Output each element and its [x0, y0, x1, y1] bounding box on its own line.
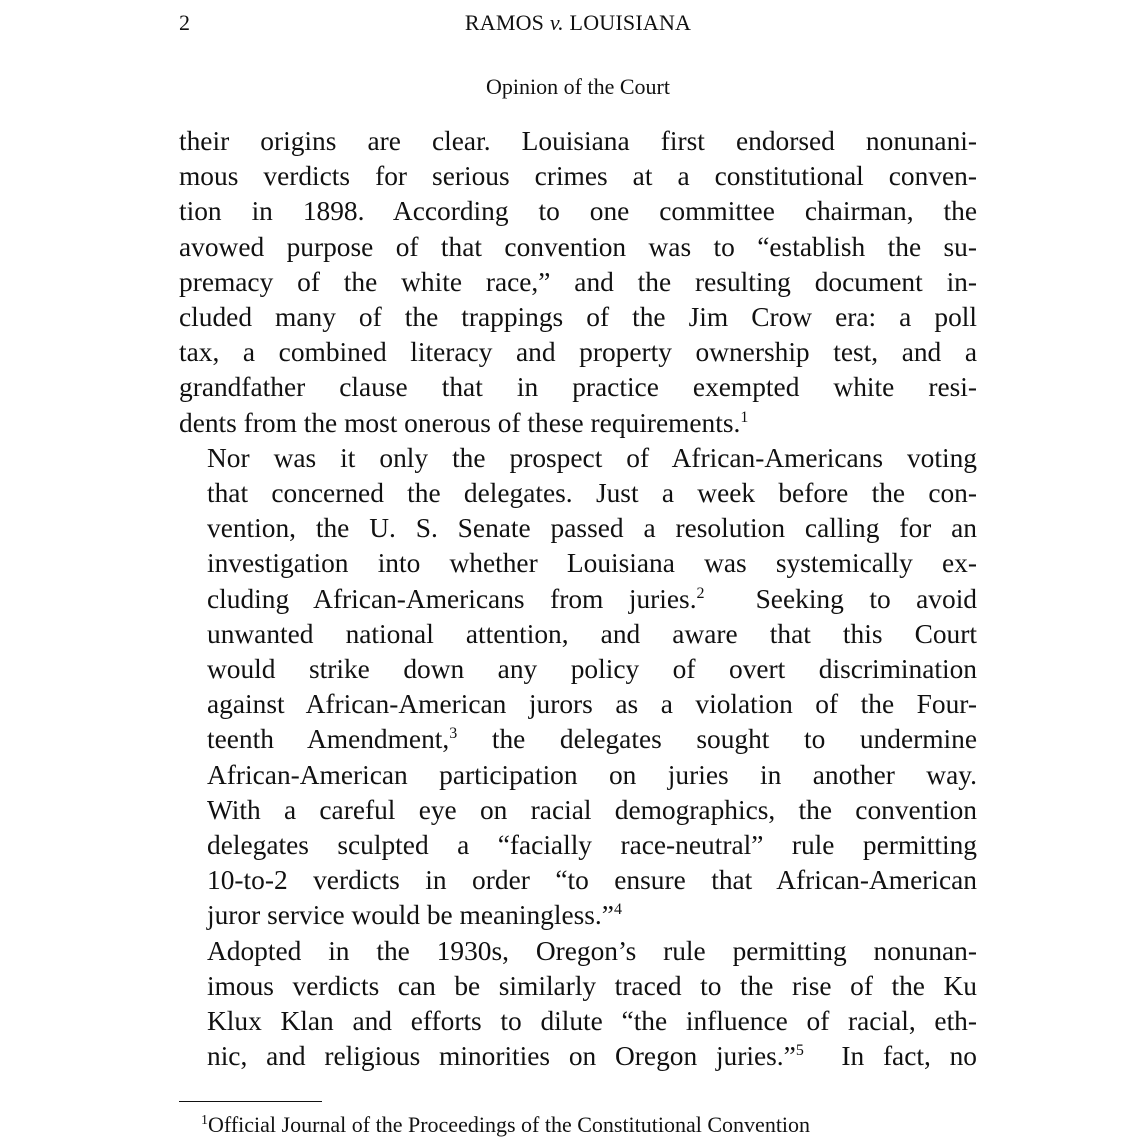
- text-line: delegates sculpted a “facially race-neutral” rule permitting: [207, 830, 977, 861]
- footnote-ref-4[interactable]: 4: [613, 901, 622, 919]
- case-title-part1: RAMOS: [464, 10, 550, 35]
- text-line: cluded many of the trappings of the Jim Crow era: a poll: [179, 302, 977, 333]
- text-segment: cluding African-Americans from juries.: [207, 583, 697, 614]
- text-line: Klux Klan and efforts to dilute “the influence of racial, eth-: [207, 1006, 977, 1037]
- footnote-number: 1: [201, 1113, 208, 1128]
- page-number: 2: [179, 10, 190, 35]
- text-line: [179, 582, 977, 617]
- text-line: 10-to-2 verdicts in order “to ensure that African-American: [207, 865, 977, 896]
- text-line: [179, 898, 977, 933]
- text-line: tax, a combined literacy and property ownership test, and a: [179, 337, 977, 368]
- text-line: unwanted national attention, and aware that this Court: [207, 618, 977, 649]
- paragraph-3: [179, 934, 977, 1075]
- opinion-subheading: Opinion of the Court: [486, 74, 670, 99]
- text-segment: juror service would be meaningless.”: [207, 900, 614, 931]
- text-line: that concerned the delegates. Just a week before the con-: [207, 478, 977, 509]
- text-line: [179, 406, 977, 441]
- text-line: Adopted in the 1930s, Oregon’s rule permitting nonunan-: [207, 935, 977, 966]
- running-header: [179, 10, 977, 42]
- text-line: would strike down any policy of overt discrimination: [207, 654, 977, 685]
- footnote-ref-1[interactable]: 1: [740, 408, 749, 426]
- text-segment: Seeking to avoid: [704, 583, 978, 614]
- footnote-ref-3[interactable]: 3: [449, 725, 458, 743]
- text-line: Nor was it only the prospect of African-Americans voting: [207, 442, 977, 473]
- footnote-ref-2[interactable]: 2: [696, 584, 705, 602]
- footnote-ref-5[interactable]: 5: [795, 1042, 804, 1060]
- text-line: mous verdicts for serious crimes at a constitutional conven-: [179, 161, 977, 192]
- text-line: [179, 722, 977, 757]
- text-line: their origins are clear. Louisiana first endorsed nonunani-: [179, 126, 977, 156]
- text-line: investigation into whether Louisiana was systemically ex-: [207, 548, 977, 579]
- text-line: premacy of the white race,” and the resulting document in-: [179, 266, 977, 297]
- opinion-body: [179, 124, 977, 1074]
- paragraph-2: [179, 441, 977, 934]
- text-segment: dents from the most onerous of these requirements.: [179, 407, 741, 438]
- text-line: against African-American jurors as a violation of the Four-: [207, 689, 977, 720]
- footnote-text: Official Journal of the Proceedings of the Constitutional Convention: [208, 1112, 811, 1137]
- text-line: vention, the U. S. Senate passed a resolution calling for an: [207, 513, 977, 544]
- text-line: [179, 1039, 977, 1074]
- text-segment: In fact, no: [803, 1041, 977, 1072]
- text-line: imous verdicts can be similarly traced to the rise of the Ku: [207, 970, 977, 1001]
- text-line: tion in 1898. According to one committee chairman, the: [179, 196, 977, 227]
- case-title: [179, 10, 977, 36]
- case-title-versus: v.: [549, 10, 564, 35]
- case-title-part2: LOUISIANA: [563, 10, 692, 35]
- text-segment: teenth Amendment,: [207, 724, 450, 755]
- text-segment: nic, and religious minorities on Oregon juries.”: [207, 1041, 796, 1072]
- footnote-1: [179, 1112, 977, 1138]
- text-segment: the delegates sought to undermine: [457, 724, 977, 755]
- paragraph-1: [179, 124, 977, 441]
- footnote-divider: [179, 1101, 322, 1102]
- text-line: grandfather clause that in practice exempted white resi-: [179, 372, 977, 403]
- text-line: With a careful eye on racial demographics, the convention: [207, 794, 977, 825]
- text-line: African-American participation on juries in another way.: [207, 759, 977, 790]
- text-line: avowed purpose of that convention was to “establish the su-: [179, 231, 977, 262]
